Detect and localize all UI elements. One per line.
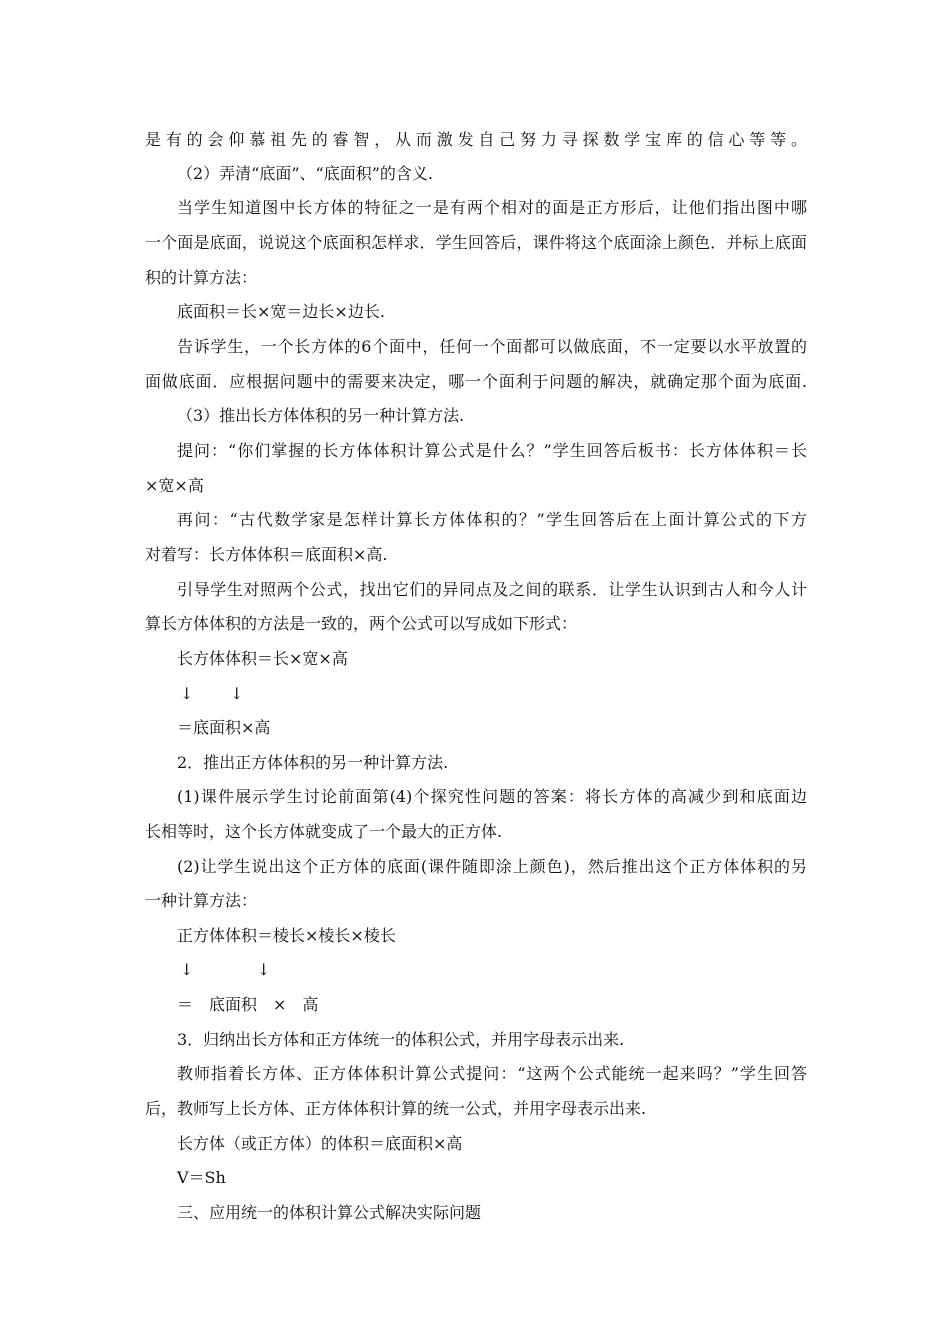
paragraph-line: 当学生知道图中长方体的特征之一是有两个相对的面是正方形后，让他们指出图中哪 [177,198,807,217]
paragraph-line: 是有的会仰慕祖先的睿智，从而激发自己努力寻探数学宝库的信心等等。 [145,130,807,149]
paragraph-line: (1)课件展示学生讨论前面第(4)个探究性问题的答案：将长方体的高减少到和底面边 [177,787,807,806]
paragraph-line: ×宽×高 [145,476,204,495]
formula-line: ＝底面积×高 [177,718,271,737]
paragraph-line: 算长方体体积的方法是一致的，两个公式可以写成如下形式： [145,614,578,633]
section-heading: （2）弄清“底面”、“底面积”的含义. [177,164,433,183]
paragraph-line: 对着写：长方体体积＝底面积×高. [145,545,388,564]
section-heading: 3．归纳出长方体和正方体统一的体积公式，并用字母表示出来. [177,1030,625,1049]
formula-line: 正方体体积＝棱长×棱长×棱长 [177,926,396,945]
paragraph-line: 引导学生对照两个公式，找出它们的异同点及之间的联系．让学生认识到古人和今人计 [177,580,807,599]
paragraph-line: 面做底面．应根据问题中的需要来决定，哪一个面利于问题的解决，就确定那个面为底面. [145,372,807,391]
paragraph-line: 积的计算方法： [145,268,258,287]
formula-line: 长方体（或正方体）的体积＝底面积×高 [177,1134,463,1153]
paragraph-line: 一个面是底面，说说这个底面积怎样求．学生回答后，课件将这个底面涂上颜色．并标上底面 [145,233,807,252]
paragraph-line: 告诉学生，一个长方体的6个面中，任何一个面都可以做底面，不一定要以水平放置的 [177,337,807,356]
down-arrow-icon: ↓ [230,684,244,703]
section-heading: 三、应用统一的体积计算公式解决实际问题 [177,1203,482,1222]
formula-line: V＝Sh [177,1168,226,1187]
paragraph-line: 提问：“你们掌握的长方体体积计算公式是什么？”学生回答后板书：长方体体积＝长 [177,441,807,460]
paragraph-line: 一种计算方法： [145,891,258,910]
paragraph-line: 教师指着长方体、正方体体积计算公式提问：“这两个公式能统一起来吗？”学生回答 [177,1064,807,1083]
paragraph-line: 后，教师写上长方体、正方体体积计算的统一公式，并用字母表示出来. [145,1099,647,1118]
paragraph-line: 长相等时，这个长方体就变成了一个最大的正方体. [145,822,503,841]
paragraph-line: (2)让学生说出这个正方体的底面(课件随即涂上颜色)，然后推出这个正方体体积的另 [177,857,807,876]
paragraph-line: 再问：“古代数学家是怎样计算长方体体积的？”学生回答后在上面计算公式的下方 [177,510,807,529]
down-arrow-icon: ↓ [180,960,194,979]
formula-line: 长方体体积＝长×宽×高 [177,649,348,668]
down-arrow-icon: ↓ [180,684,194,703]
section-heading: （3）推出长方体体积的另一种计算方法. [177,406,465,425]
down-arrow-icon: ↓ [257,960,271,979]
section-heading: 2．推出正方体体积的另一种计算方法. [177,753,449,772]
formula-line: ＝ 底面积 × 高 [177,995,319,1014]
formula-line: 底面积＝长×宽＝边长×边长. [177,302,385,321]
